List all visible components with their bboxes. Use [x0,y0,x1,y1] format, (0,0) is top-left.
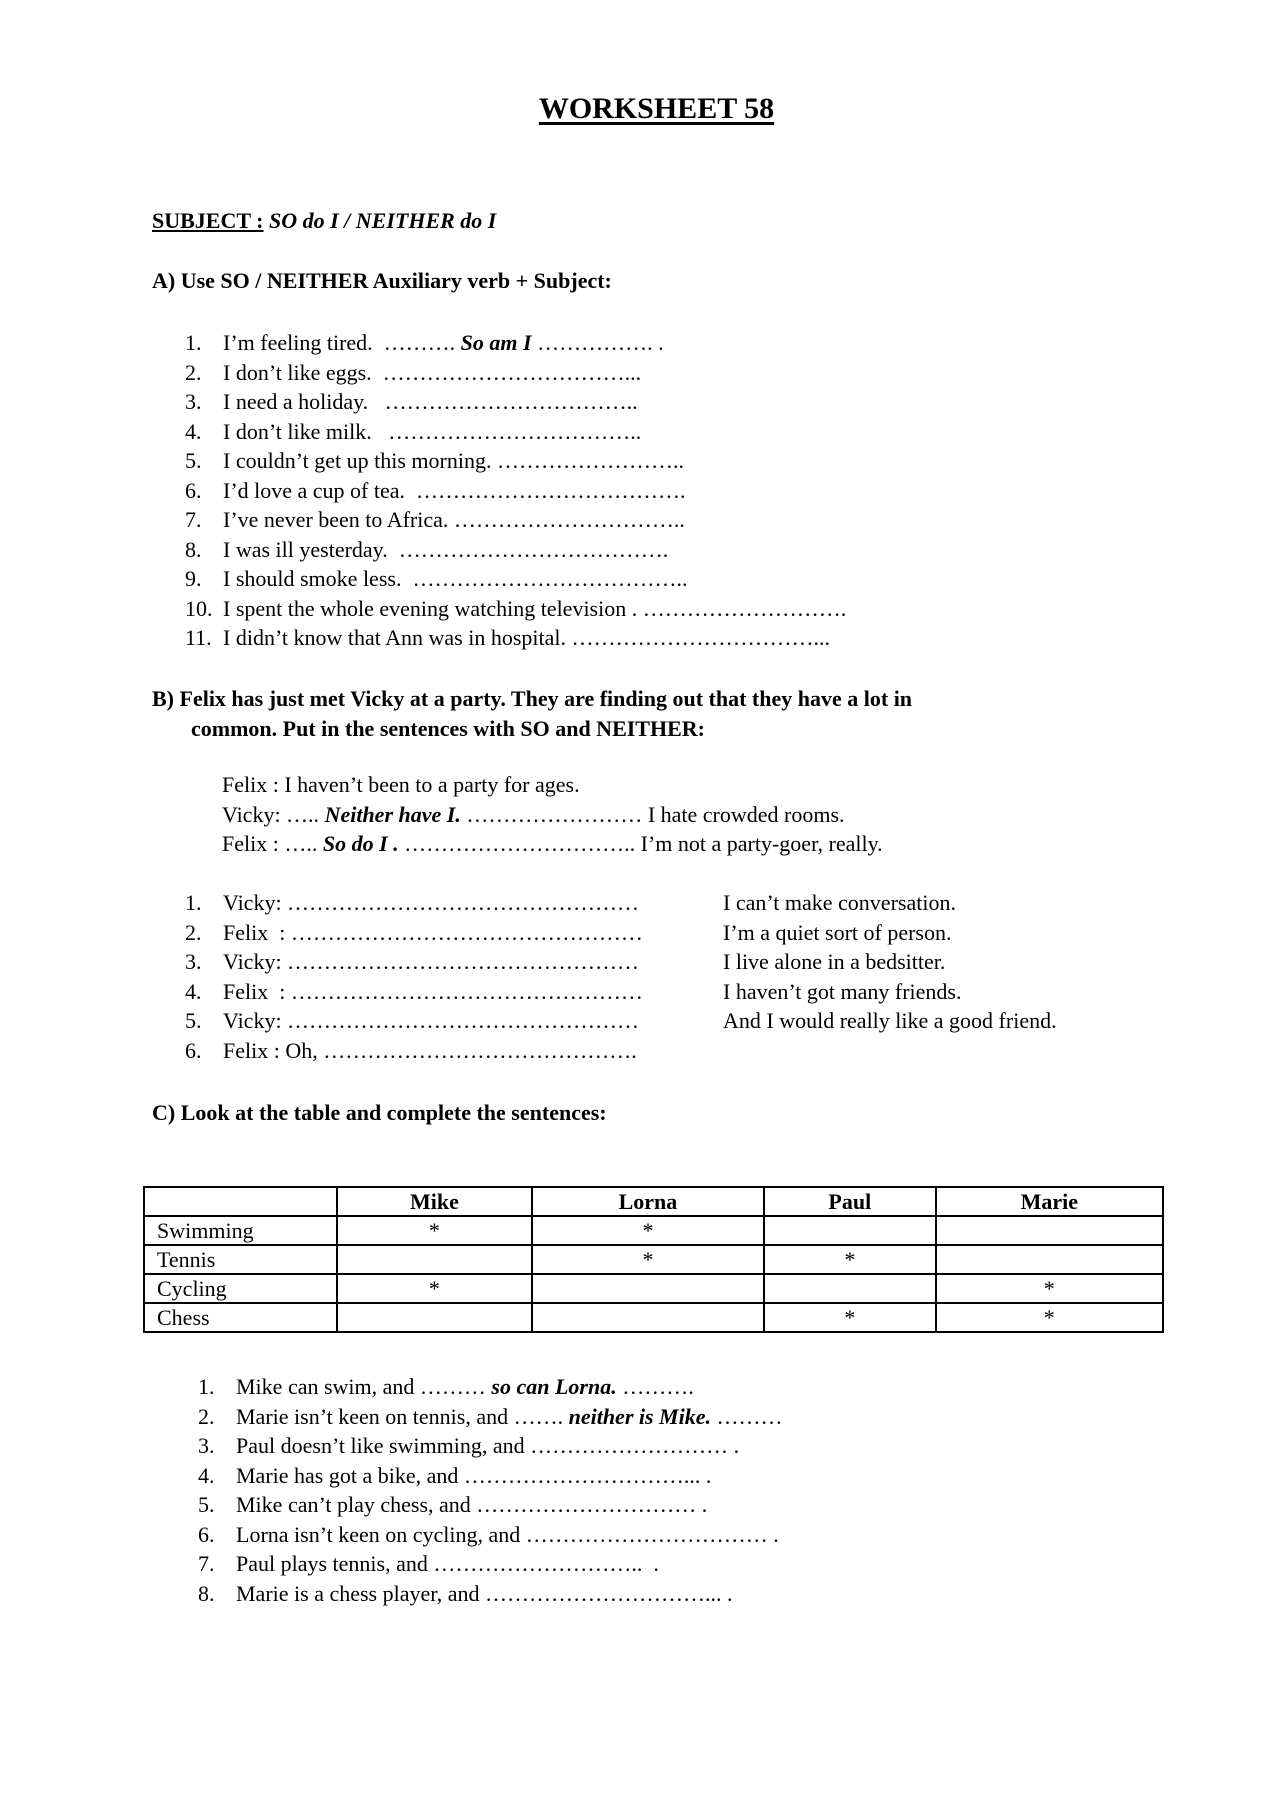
table-cell: * [936,1303,1163,1332]
example-line: Felix : I haven’t been to a party for ages. [222,772,580,797]
table-header-row [144,1187,1163,1216]
table-cell [764,1274,935,1303]
exercise-item: 6. Felix : Oh, ……………………………………. [185,1037,637,1063]
table-header-cell: Marie [936,1187,1163,1216]
activity-label: Chess [144,1303,337,1332]
section-c-heading: C) Look at the table and complete the sentences: [152,1100,607,1125]
table-cell: * [337,1216,532,1245]
table-cell: * [764,1303,935,1332]
table-cell: * [936,1274,1163,1303]
table-row [144,1216,1163,1245]
exercise-item: 6. Lorna isn’t keen on cycling, and …………………………… . [198,1521,779,1547]
example-line: Vicky: ….. Neither have I. …………………… I hate crowded rooms. [222,801,845,827]
worksheet-title: WORKSHEET 58 [538,92,775,125]
section-b-example-dialog [222,770,883,859]
exercise-item: 11. I didn’t know that Ann was in hospital. ……………………………... [185,625,831,650]
table-cell: * [337,1274,532,1303]
exercise-item: 1. Mike can swim, and ……… so can Lorna. ………. [198,1374,694,1399]
exercise-item: 8. I was ill yesterday. ………………………………. [185,536,669,562]
section-a-heading: A) Use SO / NEITHER Auxiliary verb + Subject: [152,268,612,293]
table-cell: * [532,1216,764,1245]
table-header-cell: Mike [337,1187,532,1216]
table-cell: * [532,1245,764,1274]
table-cell [936,1216,1163,1245]
exercise-item: 2. Felix : ………………………………………… I’m a quiet sort of person. [185,919,952,945]
table-cell: * [764,1245,935,1274]
exercise-item: 10. I spent the whole evening watching television . ………………………. [185,595,847,621]
subject-value: SO do I / NEITHER do I [268,208,497,233]
table-header-cell: Lorna [532,1187,764,1216]
exercise-item: 3. Paul doesn’t like swimming, and ……………………… . [198,1433,740,1458]
example-answer: So am I [455,330,538,355]
exercise-item: 6. I’d love a cup of tea. ………………………………. [185,477,686,503]
section-a-list [185,328,846,653]
exercise-item: 9. I should smoke less. ……………………………….. [185,566,688,591]
table-row [144,1274,1163,1303]
table-cell [936,1245,1163,1274]
exercise-item: 1. Vicky: ………………………………………… I can’t make conversation. [185,890,956,915]
exercise-item: 8. Marie is a chess player, and …………………………... . [198,1580,733,1606]
exercise-item: 7. Paul plays tennis, and ……………………….. . [198,1551,659,1576]
exercise-item: 5. I couldn’t get up this morning. …………………….. [185,448,684,473]
example-answer: Neither have I. [324,801,461,827]
table-cell [337,1303,532,1332]
table-cell [337,1245,532,1274]
exercise-item: 4. Felix : ………………………………………… I haven’t got many friends. [185,978,962,1004]
activity-label: Tennis [144,1245,337,1274]
subject-line [152,208,496,234]
table-header-cell [144,1187,337,1216]
section-c-list [198,1372,783,1608]
activity-label: Cycling [144,1274,337,1303]
example-answer: so can Lorna. [491,1374,617,1399]
table-header-cell: Paul [764,1187,935,1216]
exercise-item: 3. Vicky: ………………………………………… I live alone in a bedsitter. [185,949,946,974]
exercise-item: 4. I don’t like milk. …………………………….. [185,418,642,444]
exercise-item: 7. I’ve never been to Africa. ………………………….. [185,507,685,532]
activities-table [143,1186,1164,1333]
example-answer: neither is Mike. [568,1403,711,1429]
exercise-item: 4. Marie has got a bike, and …………………………... . [198,1462,712,1488]
exercise-item: 1. I’m feeling tired. ………. So am I ……………. . [185,330,664,355]
exercise-item: 2. Marie isn’t keen on tennis, and ……. neither is Mike. ……… [198,1403,783,1429]
example-line: Felix : ….. So do I . ………………………….. I’m not a party-goer, really. [222,831,883,856]
section-b-list [185,888,1057,1065]
section-b-heading-line2: common. Put in the sentences with SO and NEITHER: [191,716,705,741]
section-b-heading-line1: B) Felix has just met Vicky at a party. They are finding out that they have a lot in [152,686,913,711]
example-answer: So do I . [322,831,399,856]
table-cell [532,1303,764,1332]
table-row [144,1245,1163,1274]
exercise-item: 2. I don’t like eggs. ……………………………... [185,359,642,385]
table-cell [532,1274,764,1303]
activity-label: Swimming [144,1216,337,1245]
table-row [144,1303,1163,1332]
table-cell [764,1216,935,1245]
subject-label: SUBJECT : [152,208,264,233]
exercise-item: 5. Vicky: ………………………………………… And I would really like a good friend. [185,1008,1057,1033]
exercise-item: 5. Mike can’t play chess, and ………………………… . [198,1492,708,1517]
exercise-item: 3. I need a holiday. …………………………….. [185,389,638,414]
